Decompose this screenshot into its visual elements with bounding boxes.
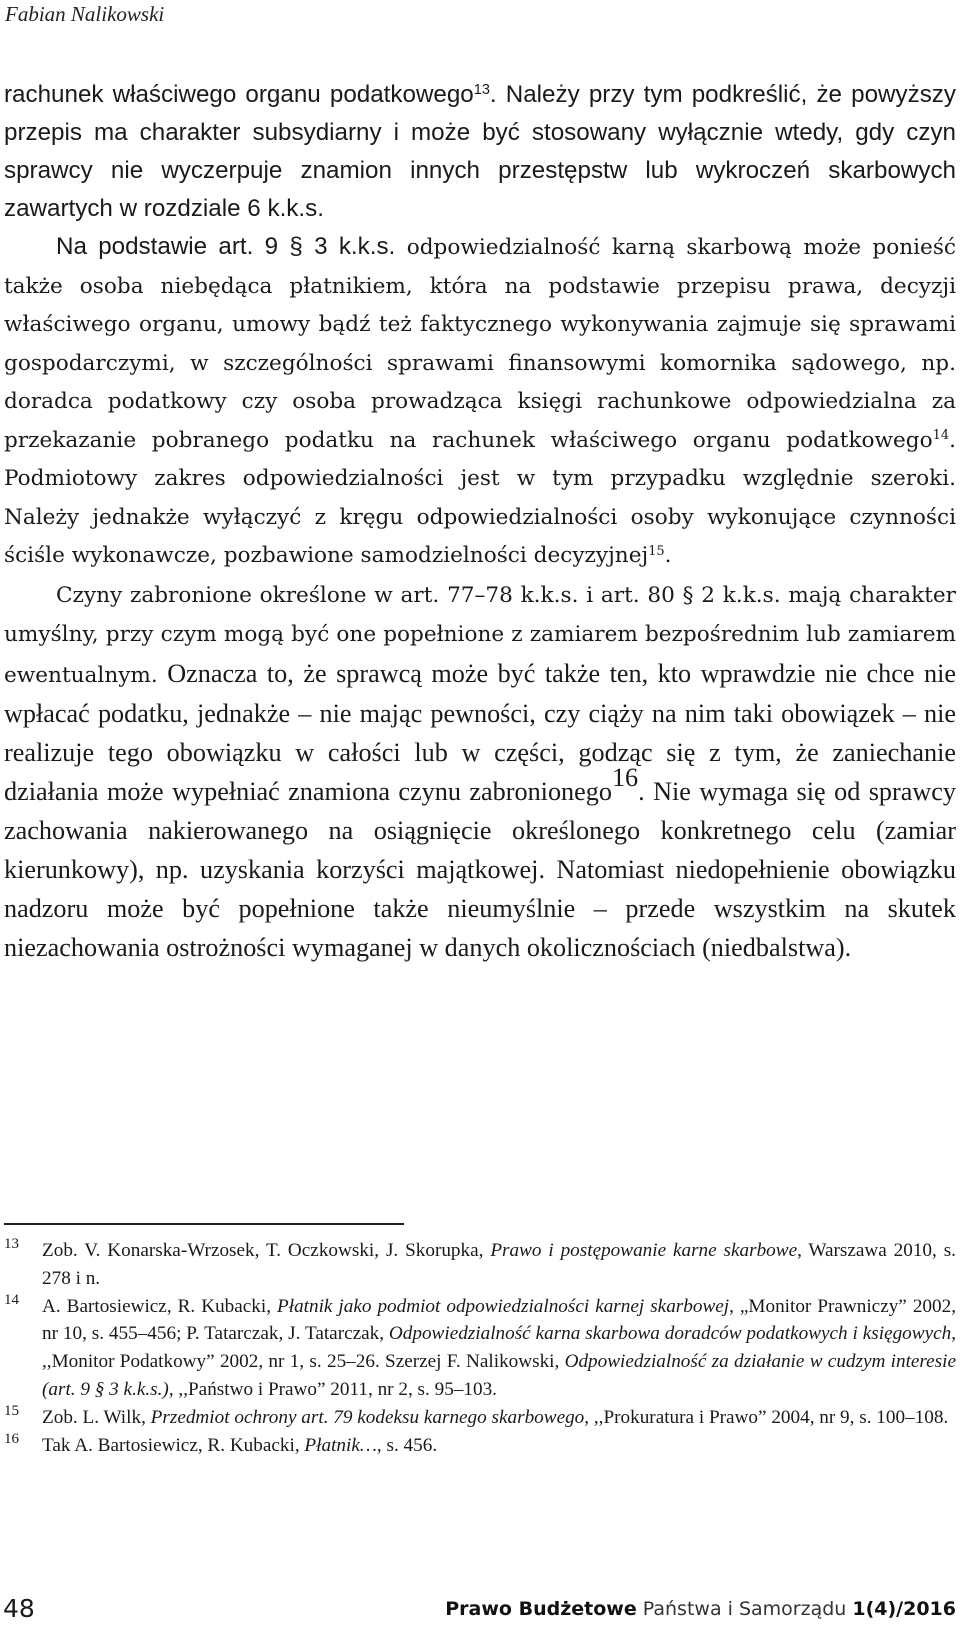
paragraph-3-tail: . Nie wymaga się od sprawcy zachowania nakierowanego na osiągnięcie określonego konkretnego celu (zamiar kierunkowy), np. uzyskania korzyści majątkowej. Natomiast niedopełnienie obowiązku nadzoru może być popełnione także nieumyślnie – przede wszystkim na skutek niezachowania ostrożności wymaganej w danych okolicznościach (niedbalstwa). xyxy=(4,777,956,962)
paragraph-2-tail: . Podmiotowy zakres odpowiedzialności jest w tym przypadku względnie szeroki. Należy jednakże wyłączyć z kręgu odpowiedzialności osoby wykonujące czynności ściśle wykonawcze, pozbawione samodzielności decyzyjnej xyxy=(4,427,956,568)
footnote-number: 14 xyxy=(4,1291,19,1308)
running-header-author: Fabian Nalikowski xyxy=(5,2,165,26)
footnote-text: , s. 456. xyxy=(376,1434,438,1456)
footnotes xyxy=(4,1237,956,1459)
paragraph-1 xyxy=(4,76,956,228)
footnote-title: Płatnik jako podmiot odpowiedzialności karnej skarbowej xyxy=(277,1295,730,1317)
footnote-separator xyxy=(4,1223,404,1225)
footnote-title: Płatnik… xyxy=(304,1434,377,1456)
footnote-13 xyxy=(4,1237,956,1293)
journal-issue: 1(4)/2016 xyxy=(852,1598,956,1620)
footnote-title: Odpowiedzialność za działanie w cudzym interesie (art. 9 § 3 k.k.s.) xyxy=(42,1351,957,1400)
paragraph-3 xyxy=(4,576,956,969)
footnote-number: 16 xyxy=(4,1430,19,1447)
paragraph-2-text: odpowiedzialność karną skarbową może ponieść także osoba niebędąca płatnikiem, która na podstawie przepisu prawa, decyzji właściwego organu, umowy bądź też faktycznego wykonywania zajmuje się sprawami gospodarczymi, w szczególności sprawami finansowymi komornika sądowego, np. doradca podatkowy czy osoba prowadząca księgi rachunkowe odpowiedzialna za przekazanie pobranego podatku na rachunek właściwego organu podatkowego xyxy=(4,235,956,453)
footnote-text: A. Bartosiewicz, R. Kubacki, xyxy=(42,1295,278,1317)
paragraph-3-lead-2: 78 k.k.s. i art. 80 § 2 k.k.s. mają charakter umyślny, przy czym mogą być one popełnione z zamiarem bezpośrednim lub zamiarem ewentualnym. xyxy=(4,582,957,688)
footnote-text: , „Monitor Prawniczy” 2002, nr 10, s. 455–456; P. Tatarczak, J. Tatarczak, xyxy=(42,1295,956,1345)
journal-title-light: Państwa i Samorządu xyxy=(642,1598,847,1620)
footnote-title: Prawo i postępowanie karne skarbowe xyxy=(490,1240,798,1261)
footnote-text: Tak A. Bartosiewicz, R. Kubacki, xyxy=(42,1434,305,1456)
journal-title xyxy=(445,1598,956,1620)
footnote-ref-14[interactable]: 14 xyxy=(932,428,950,444)
page-footer xyxy=(0,1594,960,1630)
footnote-text: Zob. L. Wilk, xyxy=(42,1406,151,1428)
footnote-ref-13[interactable]: 13 xyxy=(473,82,490,99)
paragraph-1-tail: . Należy przy tym podkreślić, że powyższy przepis ma charakter subsydiarny i może być stosowany wyłącznie wtedy, gdy czyn sprawcy nie wyczerpuje znamion innych przestępstw lub wykroczeń skarbowych zawartych w rozdziale 6 k.k.s. xyxy=(4,81,956,222)
footnote-number: 13 xyxy=(4,1236,19,1252)
paragraph-2-lead: Na podstawie art. 9 § 3 k.k.s. xyxy=(56,233,396,260)
footnote-16 xyxy=(4,1432,956,1460)
paragraph-2 xyxy=(4,228,956,576)
paragraph-3-lead: Czyny zabronione określone w art. 77 xyxy=(56,582,475,608)
paragraph-3-dash: – xyxy=(474,582,486,608)
footnote-title: Odpowiedzialność karna skarbowa doradców podatkowych i księgowych xyxy=(388,1323,952,1345)
page-number: 48 xyxy=(3,1594,35,1623)
footnote-text: , ,,Państwo i Prawo” 2011, nr 2, s. 95–103. xyxy=(168,1378,497,1400)
footnote-14 xyxy=(4,1293,956,1404)
footnote-ref-15[interactable]: 15 xyxy=(648,543,665,559)
footnote-ref-16[interactable]: 16 xyxy=(611,762,639,792)
paragraph-1-text: rachunek właściwego organu podatkowego xyxy=(4,81,474,108)
paragraph-2-end: . xyxy=(664,543,672,568)
footnote-text: , ,,Monitor Podatkowy” 2002, nr 1, s. 25–26. Szerzej F. Nalikowski, xyxy=(42,1323,956,1373)
footnote-title: Przedmiot ochrony art. 79 kodeksu karnego skarbowego xyxy=(150,1406,585,1428)
journal-title-bold: Prawo Budżetowe xyxy=(445,1598,637,1620)
footnote-text: , Warszawa 2010, s. 278 i n. xyxy=(42,1240,956,1289)
footnote-15 xyxy=(4,1404,956,1432)
paragraph-3-text: Oznacza to, że sprawcą może być także ten, kto wprawdzie nie chce nie wpłacać podatku, jednakże – nie mając pewności, czy ciąży na nim taki obowiązek – nie realizuje tego obowiązku w całości lub w części, godząc się z tym, że zaniechanie działania może wypełniać znamiona czynu zabronionego xyxy=(4,658,956,806)
footnote-number: 15 xyxy=(4,1402,19,1419)
footnote-text: Zob. V. Konarska-Wrzosek, T. Oczkowski, J. Skorupka, xyxy=(42,1240,491,1261)
footnote-text: , ,,Prokuratura i Prawo” 2004, nr 9, s. 100–108. xyxy=(584,1406,949,1428)
main-text xyxy=(4,76,956,968)
